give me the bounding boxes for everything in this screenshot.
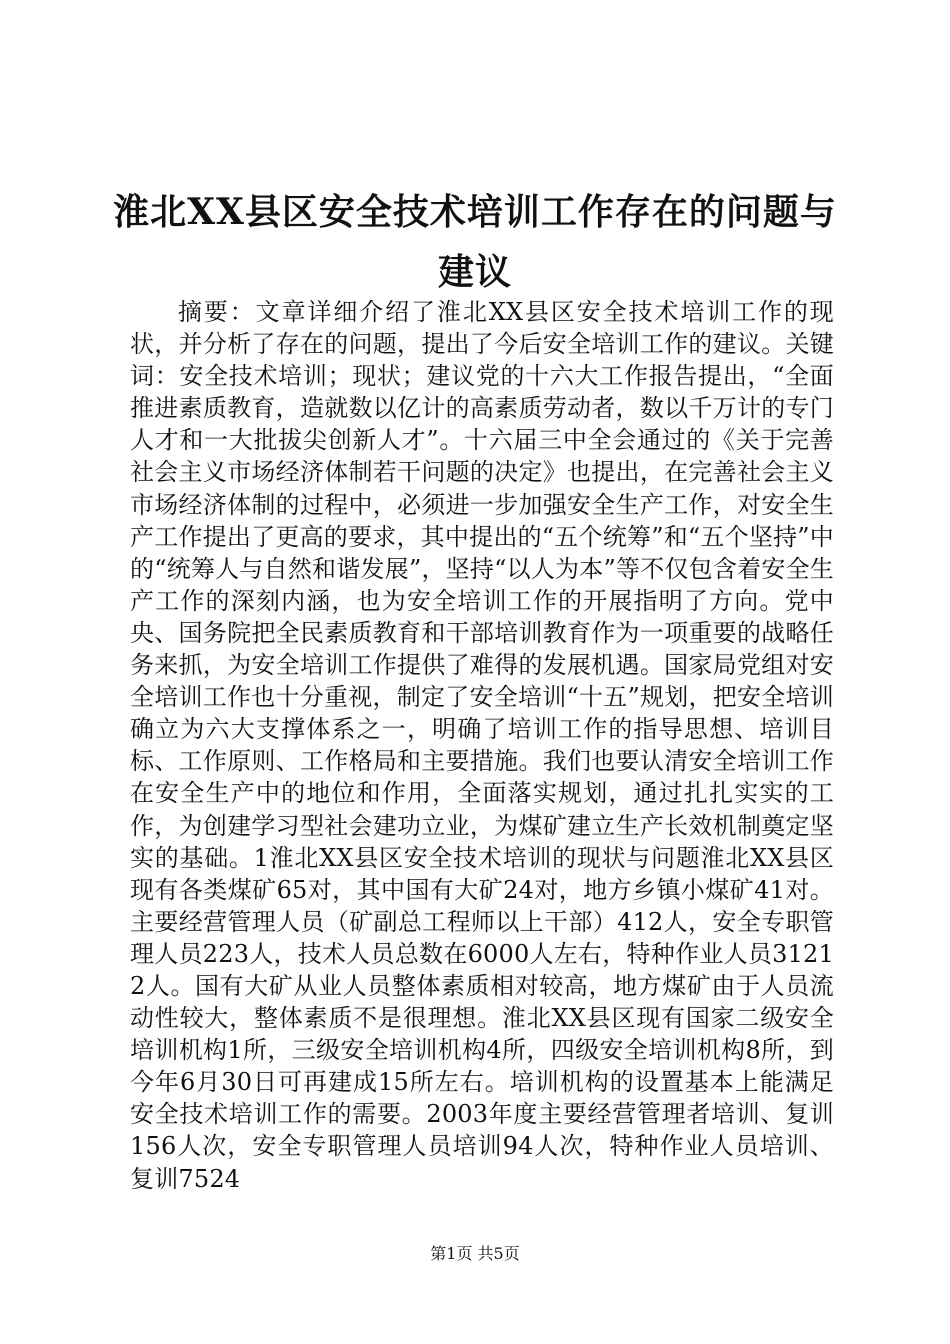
document-title: 淮北XX县区安全技术培训工作存在的问题与建议 <box>113 191 837 293</box>
page-footer: 第1页 共5页 <box>430 1244 520 1263</box>
document-body: 摘要：文章详细介绍了淮北XX县区安全技术培训工作的现状，并分析了存在的问题，提出了今后安全培训工作的建议。关键词：安全技术培训；现状；建议党的十六大工作报告提出，“全面推进素质教育，造就数以亿计的高素质劳动者，数以千万计的专门人才和一大批拔尖创新人才”。十六届三中全会通过的《关于完善社会主义市场经济体制若干问题的决定》也提出，在完善社会主义市场经济体制的过程中，必须进一步加强安全生产工作，对安全生产工作提出了更高的要求，其中提出的“五个统筹”和“五个坚持”中的“统筹人与自然和谐发展”，坚持“以人为本”等不仅包含着安全生产工作的深刻内涵，也为安全培训工作的开展指明了方向。党中央、国务院把全民素质教育和干部培训教育作为一项重要的战略任务来抓，为安全培训工作提供了难得的发展机遇。国家局党组对安全培训工作也十分重视，制定了安全培训“十五”规划，把安全培训确立为六大支撑体系之一，明确了培训工作的指导思想、培训目标、工作原则、工作格局和主要措施。我们也要认清安全培训工作在安全生产中的地位和作用，全面落实规划，通过扎扎实实的工作，为创建学习型社会建功立业，为煤矿建立生产长效机制奠定坚实的基础。1淮北XX县区安全技术培训的现状与问题淮北XX县区现有各类煤矿65对，其中国有大矿24对，地方乡镇小煤矿41对。主要经营管理人员（矿副总工程师以上干部）412人，安全专职管理人员223人，技术人员总数在6000人左右，特种作业人员31212人。国有大矿从业人员整体素质相对较高，地方煤矿由于人员流动性较大，整体素质不是很理想。淮北XX县区现有国家二级安全培训机构1所，三级安全培训机构4所，四级安全培训机构8所，到今年6月30日可再建成15所左右。培训机构的设置基本上能满足安全技术培训工作的需要。2003年度主要经营管理者培训、复训156人次，安全专职管理人员培训94人次，特种作业人员培训、复训7524 <box>130 298 834 1193</box>
